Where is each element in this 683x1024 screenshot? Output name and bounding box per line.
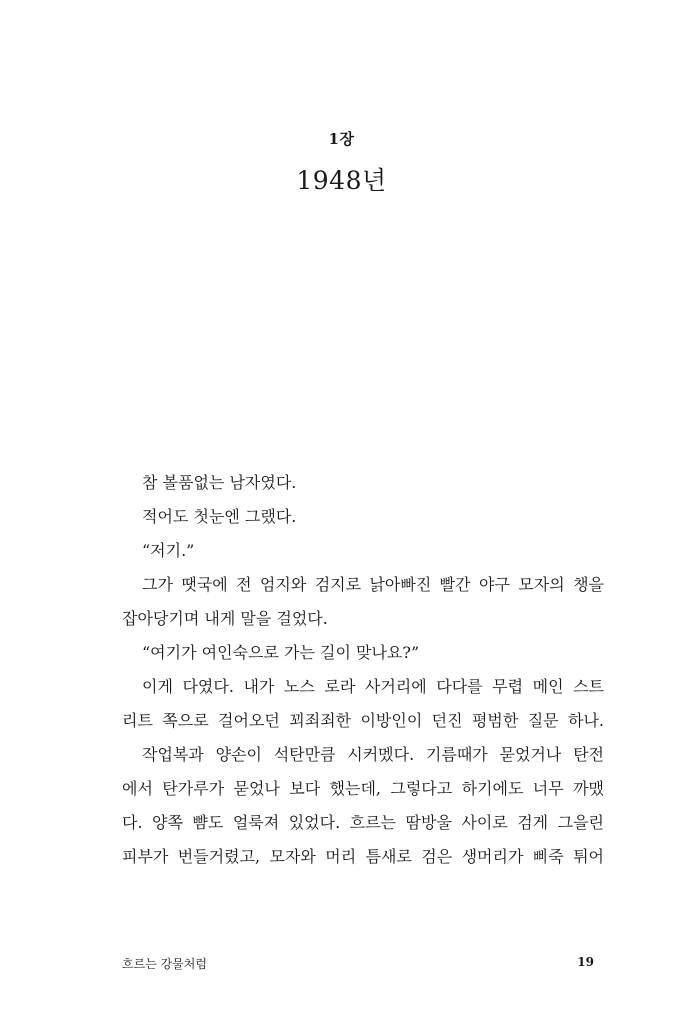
text-line: 피부가 번들거렸고, 모자와 머리 틈새로 검은 생머리가 삐죽 튀어 [122, 847, 604, 866]
text-line: 이게 다였다. 내가 노스 로라 사거리에 다다를 무렵 메인 스트 [142, 677, 604, 696]
text-line: 그가 땟국에 전 엄지와 검지로 낡아빠진 빨간 야구 모자의 챙을 [142, 575, 604, 594]
page-number: 19 [577, 955, 594, 969]
text-line: 에서 탄가루가 묻었나 보다 했는데, 그렇다고 하기에도 너무 까맸 [122, 779, 604, 798]
text-line: 리트 쪽으로 걸어오던 꾀죄죄한 이방인이 던진 평범한 질문 하나. [122, 711, 604, 730]
text-line: 다. 양쪽 뺨도 얼룩져 있었다. 흐르는 땀방울 사이로 검게 그을린 [122, 813, 604, 832]
chapter-label: 1장 [328, 130, 355, 148]
text-line: 잡아당기며 내게 말을 걸었다. [122, 609, 328, 628]
chapter-header [0, 128, 683, 197]
text-line: 참 볼품없는 남자였다. [142, 473, 297, 492]
text-line: “저기.” [142, 541, 195, 560]
running-title: 흐르는 강물처럼 [122, 957, 207, 971]
text-line: “여기가 여인숙으로 가는 길이 맞나요?” [142, 643, 420, 662]
text-line: 적어도 첫눈엔 그랬다. [142, 507, 297, 526]
body-text [122, 466, 604, 874]
chapter-title: 1948년 [296, 166, 387, 195]
text-line: 작업복과 양손이 석탄만큼 시커멨다. 기름때가 묻었거나 탄전 [142, 745, 604, 764]
